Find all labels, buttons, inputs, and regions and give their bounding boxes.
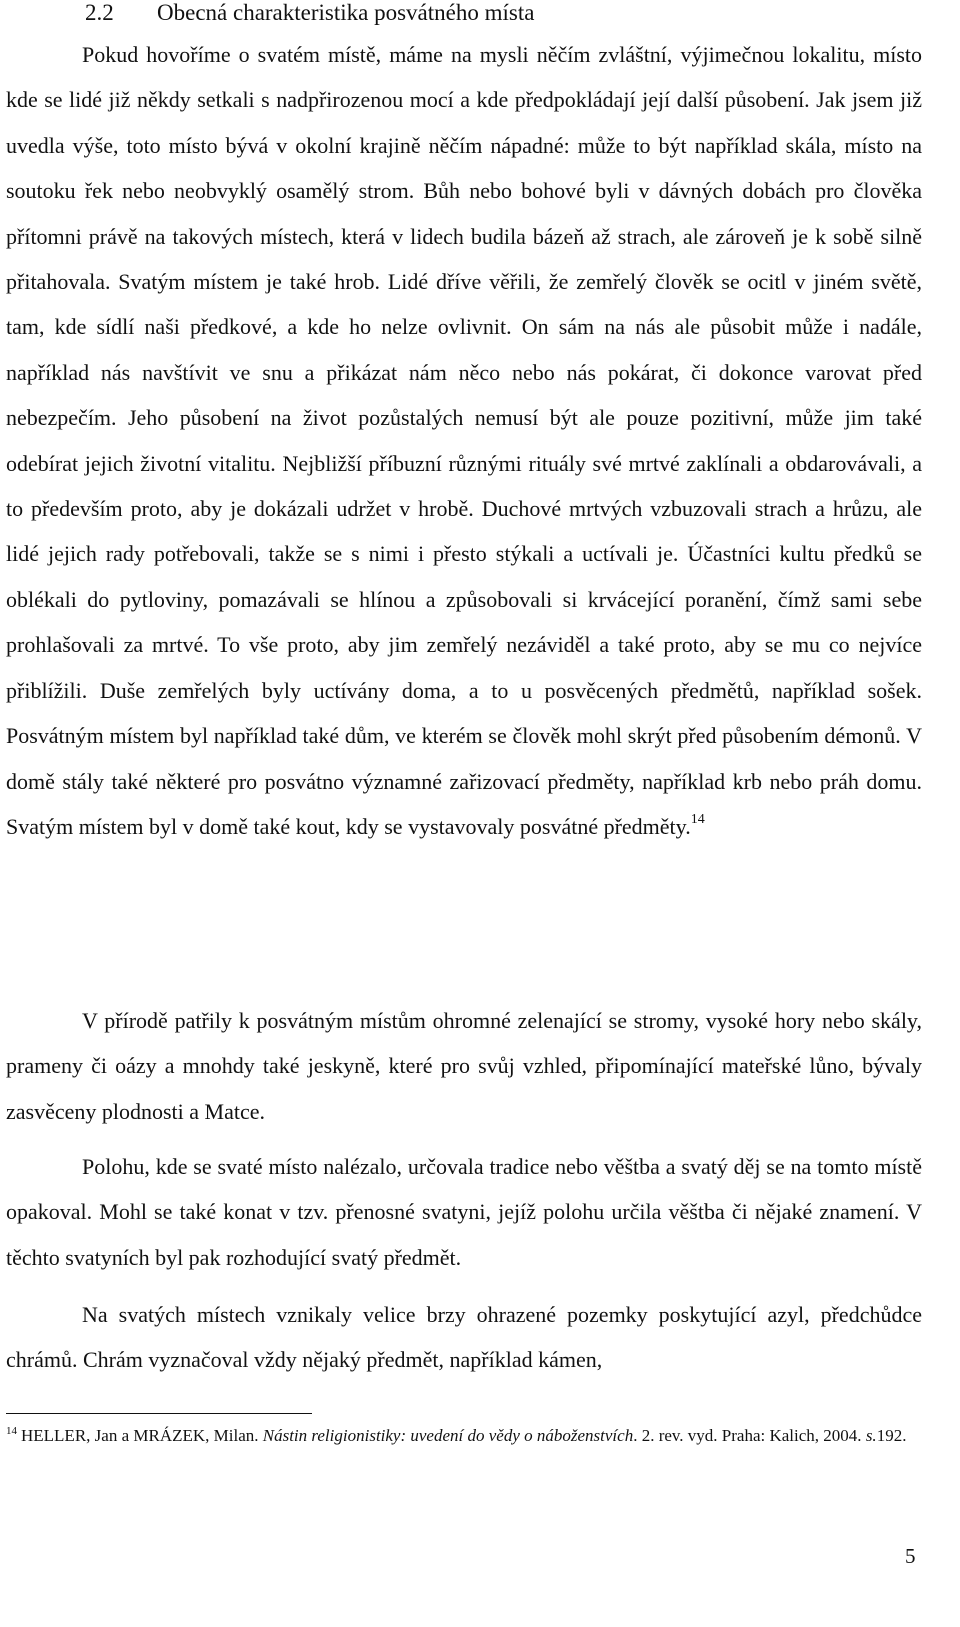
footnote-reference: 14 (690, 811, 705, 827)
footnote-separator (6, 1413, 312, 1414)
section-number: 2.2 (85, 0, 114, 25)
paragraph-3: Polohu, kde se svaté místo nalézalo, určovala tradice nebo věštba a svatý děj se na tomto místě opakoval. Mohl se také konat v tzv. přenosné svatyni, jejíž polohu určila věštba či nějaké znamení. V těchto svatyních byl pak rozhodující svatý předmět. (6, 1154, 922, 1270)
section-title: Obecná charakteristika posvátného místa (157, 0, 535, 25)
paragraph-4: Na svatých místech vznikaly velice brzy ohrazené pozemky poskytující azyl, předchůdce chrámů. Chrám vyznačoval vždy nějaký předmět, například kámen, (6, 1302, 922, 1373)
paragraph-1-text: Pokud hovoříme o svatém místě, máme na mysli něčím zvláštní, výjimečnou lokalitu, místo kde se lidé již někdy setkali s nadpřirozenou mocí a kde předpokládají její další působení. Jak jsem již uvedla výše, toto místo bývá v okolní krajině něčím nápadné: může to být například skála, místo na soutoku řek nebo neobvyklý osamělý strom. Bůh nebo bohové byli v dávných dobách pro člověka přítomni právě na takových místech, která v lidech budila bázeň až strach, ale zároveň je k sobě silně přitahovala. Svatým místem je také hrob. Lidé dříve věřili, že zemřelý člověk se ocitl v jiném světě, tam, kde sídlí naši předkové, a kde ho nelze ovlivnit. On sám na nás ale působit může i nadále, například nás navštívit ve snu a přikázat nám něco nebo nás pokárat, či dokonce varovat před nebezpečím. Jeho působení na život pozůstalých nemusí být ale pouze pozitivní, může jim také odebírat jejich životní vitalitu. Nejbližší příbuzní různými rituály své mrtvé zaklínali a obdarovávali, a to především proto, aby je dokázali udržet v hrobě. Duchové mrtvých vzbuzovali strach a hrůzu, ale lidé jejich rady potřebovali, takže se s nimi i přesto stýkali a uctívali je. Účastníci kultu předků se oblékali do pytloviny, pomazávali se hlínou a způsobovali si krvácející poranění, čímž sami sebe prohlašovali za mrtvé. To vše proto, aby jim zemřelý nezáviděl a také proto, aby se mu co nejvíce přiblížili. Duše zemřelých byly uctívány doma, a to u posvěcených předmětů, například sošek. Posvátným místem byl například také dům, ve kterém se člověk mohl skrýt před působením démonů. V domě stály také některé pro posvátno významné zařizovací předměty, například krb nebo práh domu. Svatým místem byl v domě také kout, kdy se vystavovaly posvátné předměty. (6, 42, 922, 839)
footnote-title: Nástin religionistiky: uvedení do vědy o náboženstvích (262, 1426, 634, 1445)
paragraph-1 (6, 32, 922, 849)
footnote-page: 192. (876, 1426, 907, 1445)
footnote-number: 14 (6, 1425, 17, 1437)
footnote-publication: . 2. rev. vyd. Praha: Kalich, 2004. (633, 1426, 862, 1445)
page-number: 5 (905, 1544, 916, 1568)
footnote-page-prefix: s. (865, 1426, 877, 1445)
paragraph-2: V přírodě patřily k posvátným místům ohromné zelenající se stromy, vysoké hory nebo skály, prameny či oázy a mnohdy také jeskyně, které pro svůj vzhled, připomínající mateřské lůno, bývaly zasvěceny plodnosti a Matce. (6, 1008, 922, 1124)
footnote-authors: HELLER, Jan a MRÁZEK, Milan. (21, 1426, 259, 1445)
footnote (6, 1423, 922, 1449)
section-heading (85, 0, 534, 28)
